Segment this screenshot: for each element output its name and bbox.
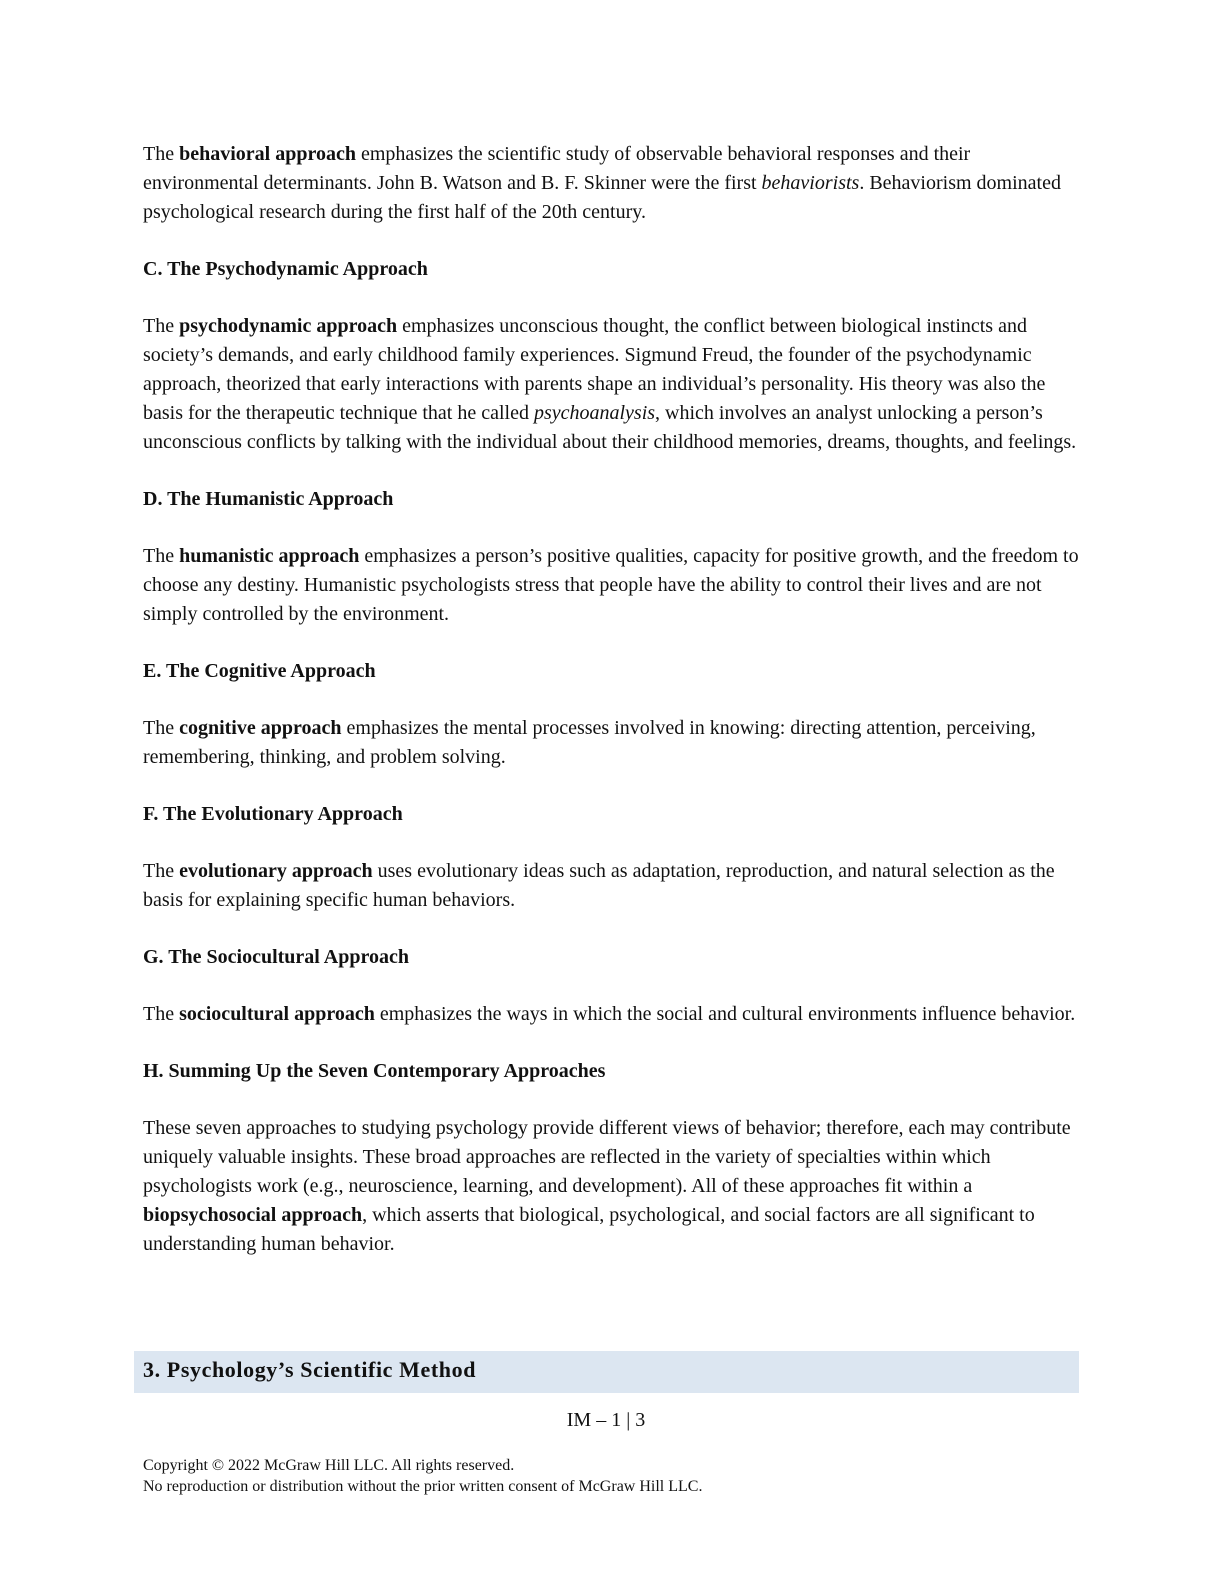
italic-psychoanalysis: psychoanalysis [533,402,656,424]
term-humanistic-approach: humanistic approach [179,545,360,567]
text: The [143,143,180,165]
term-cognitive-approach: cognitive approach [179,717,342,739]
term-biopsychosocial-approach: biopsychosocial approach [143,1204,363,1226]
text: emphasizes the ways in which the social and cultural environments influence behavior. [374,1003,1076,1025]
sociocultural-paragraph [143,1000,1083,1029]
term-behavioral-approach: behavioral approach [179,143,356,165]
page-body [143,140,1083,1287]
heading-summing-up: H. Summing Up the Seven Contemporary Approaches [143,1060,606,1082]
heading-sociocultural: G. The Sociocultural Approach [143,946,409,968]
psychodynamic-paragraph [143,312,1083,457]
humanistic-paragraph [143,542,1083,629]
text: The [143,1003,180,1025]
summing-paragraph [143,1114,1083,1259]
text: These seven approaches to studying psychology provide different views of behavior; therefore, each may contribute uniquely valuable insights. These broad approaches are reflected in the variety of specialties within which psychologists work (e.g., neuroscience, learning, and development). All of these approaches fit within a [143,1117,1071,1197]
text: emphasizes the mental processes involved in knowing: directing attention, perceiving, remembering, thinking, and problem solving. [143,717,1036,768]
text: The [143,545,180,567]
section-header-bar [134,1351,1079,1393]
page-number: IM – 1 | 3 [566,1409,646,1431]
text: emphasizes unconscious thought, the conflict between biological instincts and society’s demands, and early childhood family experiences. Sigmund Freud, the founder of the psychodynamic approach, theorized that early interactions with parents shape an individual’s personality. His theory was also the basis for the therapeutic technique that he called [143,315,1046,424]
text: , which asserts that biological, psychological, and social factors are all significant to understanding human behavior. [143,1204,1035,1255]
evolutionary-paragraph [143,857,1083,915]
copyright-line: Copyright © 2022 McGraw Hill LLC. All rights reserved. [143,1457,515,1474]
copyright-notice [143,1455,702,1497]
heading-psychodynamic: C. The Psychodynamic Approach [143,258,428,280]
cognitive-paragraph [143,714,1083,772]
heading-humanistic: D. The Humanistic Approach [143,488,394,510]
text: emphasizes a person’s positive qualities, capacity for positive growth, and the freedom to choose any destiny. Humanistic psychologists stress that people have the ability to control their lives and are not simply controlled by the environment. [143,545,1079,625]
reproduction-notice: No reproduction or distribution without the prior written consent of McGraw Hill LLC. [143,1478,703,1495]
text: The [143,717,180,739]
term-psychodynamic-approach: psychodynamic approach [179,315,398,337]
heading-cognitive: E. The Cognitive Approach [143,660,376,682]
text: The [143,315,180,337]
term-evolutionary-approach: evolutionary approach [179,860,373,882]
text: The [143,860,180,882]
behavioral-paragraph [143,140,1083,227]
text: , which involves an analyst unlocking a person’s unconscious conflicts by talking with the individual about their childhood memories, dreams, thoughts, and feelings. [143,402,1077,453]
text: emphasizes the scientific study of observable behavioral responses and their environmental determinants. John B. Watson and B. F. Skinner were the first [143,143,971,194]
section-title: 3. Psychology’s Scientific Method [143,1357,477,1382]
term-sociocultural-approach: sociocultural approach [179,1003,375,1025]
italic-behaviorists: behaviorists [761,172,860,194]
text: . Behaviorism dominated psychological research during the first half of the 20th century. [143,172,1061,223]
text: uses evolutionary ideas such as adaptation, reproduction, and natural selection as the basis for explaining specific human behaviors. [143,860,1055,911]
heading-evolutionary: F. The Evolutionary Approach [143,803,403,825]
